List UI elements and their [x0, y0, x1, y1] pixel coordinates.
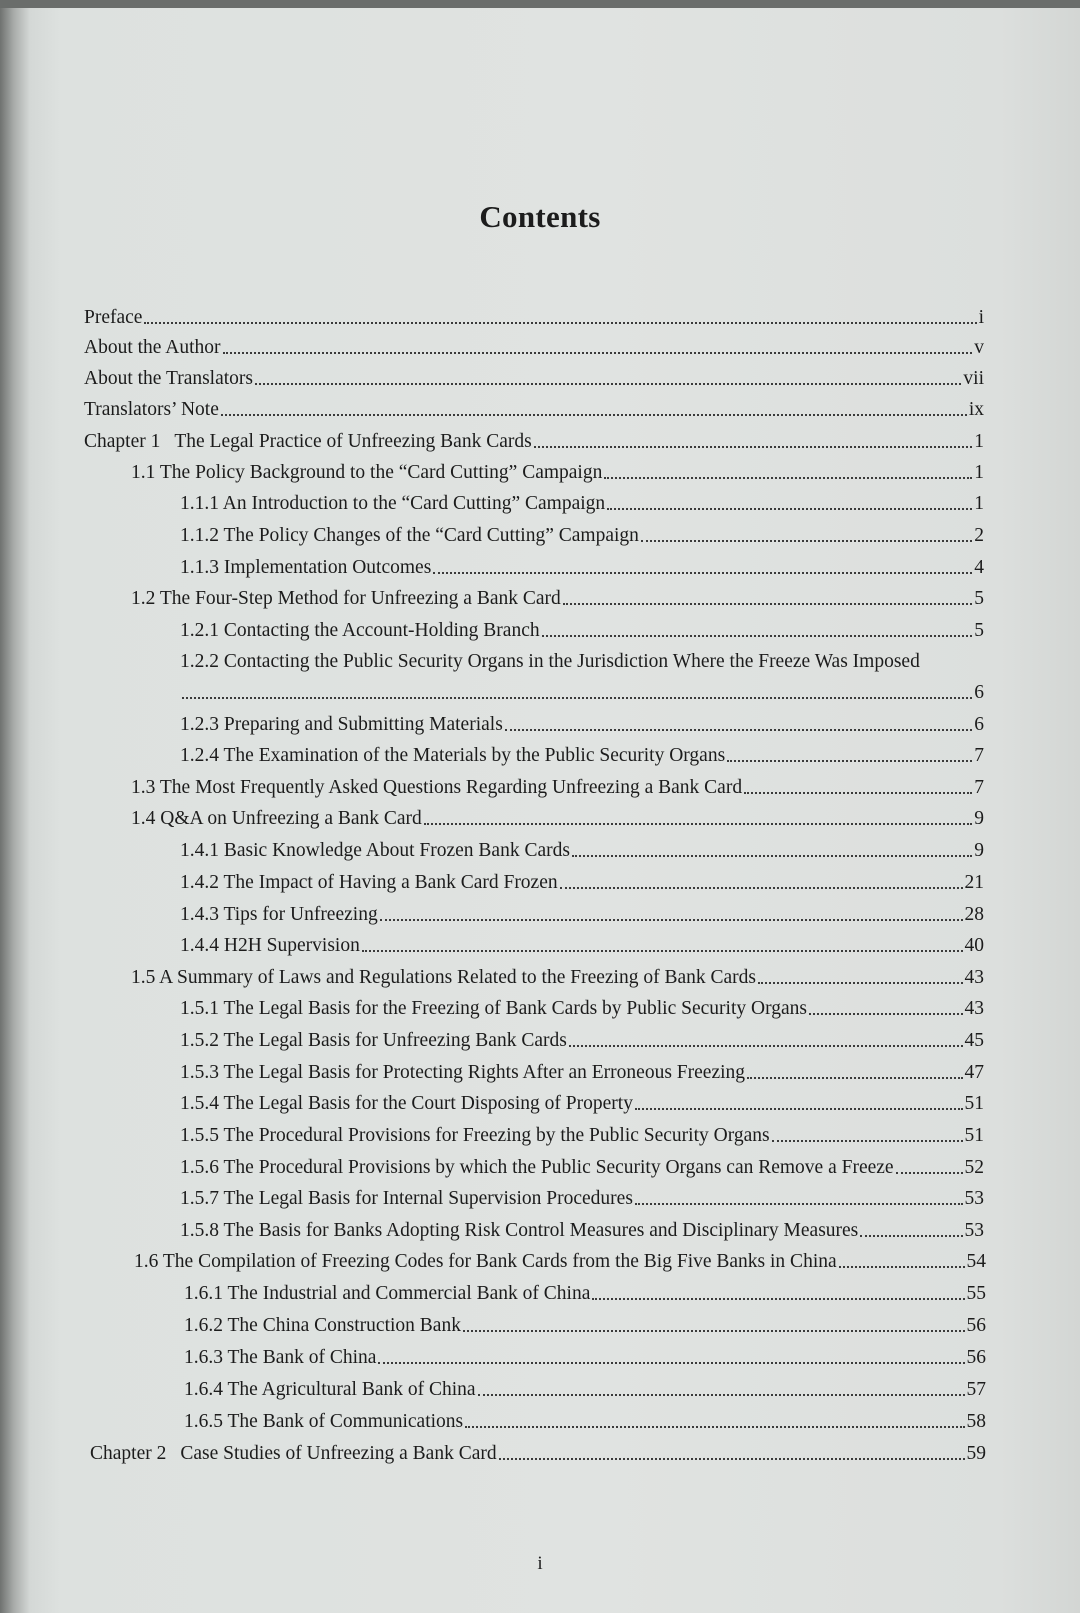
- toc-entry-line2: [180, 673, 984, 705]
- toc-page-number: 4: [974, 557, 984, 578]
- toc-page-number: ix: [968, 399, 984, 420]
- toc-entry-title: 1.6.4 The Agricultural Bank of China: [184, 1379, 476, 1400]
- toc-page-number: 56: [966, 1315, 986, 1336]
- toc-entry: [184, 1306, 986, 1338]
- dot-leader: [478, 1393, 965, 1396]
- toc-entry: [84, 328, 984, 360]
- toc-entry: [180, 895, 984, 927]
- toc-entry-title: 1.6.1 The Industrial and Commercial Bank of China: [184, 1283, 591, 1304]
- toc-page-number: v: [974, 337, 984, 358]
- toc-page-number: 40: [964, 935, 984, 956]
- toc-page-number: 21: [964, 872, 984, 893]
- dot-leader: [424, 822, 972, 825]
- dot-leader: [772, 1139, 963, 1142]
- toc-entry-line1: [180, 642, 984, 674]
- dot-leader: [839, 1265, 965, 1268]
- toc-entry: [180, 548, 984, 580]
- toc-page-number: 7: [974, 777, 984, 798]
- toc-page-number: 9: [974, 808, 984, 829]
- dot-leader: [463, 1329, 965, 1332]
- toc-entry-title: Case Studies of Unfreezing a Bank Card: [180, 1443, 497, 1464]
- dot-leader: [255, 382, 961, 385]
- dot-leader: [572, 854, 972, 857]
- dot-leader: [221, 413, 967, 416]
- dot-leader: [144, 321, 976, 324]
- toc-page-number: 1: [974, 431, 984, 452]
- toc-page-number: 5: [974, 588, 984, 609]
- toc-entry: [180, 1211, 984, 1243]
- toc-entry-title: 1.5.5 The Procedural Provisions for Freezing by the Public Security Organs: [180, 1125, 770, 1146]
- toc-page-number: 6: [974, 714, 984, 735]
- toc-page-number: i: [978, 307, 984, 328]
- toc-entry-title: 1.4.1 Basic Knowledge About Frozen Bank Cards: [180, 840, 570, 861]
- dot-leader: [569, 1044, 963, 1047]
- toc-entry-title: Translators’ Note: [84, 399, 219, 420]
- dot-leader: [860, 1234, 962, 1237]
- toc-entry-title: 1.4.4 H2H Supervision: [180, 935, 360, 956]
- toc-entry-title: 1.5.1 The Legal Basis for the Freezing of Bank Cards by Public Security Organs: [180, 998, 807, 1019]
- dot-leader: [604, 476, 972, 479]
- toc-entry-title: 1.5.6 The Procedural Provisions by which the Public Security Organs can Remove a Freeze: [180, 1157, 894, 1178]
- toc-entry-title: 1.4 Q&A on Unfreezing a Bank Card: [131, 808, 422, 829]
- toc-entry: [134, 1242, 986, 1274]
- toc-page-number: 53: [964, 1220, 984, 1241]
- toc-page-number: 28: [964, 904, 984, 925]
- dot-leader: [505, 728, 972, 731]
- toc-entry-title: 1.5 A Summary of Laws and Regulations Related to the Freezing of Bank Cards: [131, 967, 756, 988]
- dot-leader: [362, 949, 963, 952]
- toc-page-number: vii: [963, 368, 984, 389]
- toc-page-number: 47: [964, 1062, 984, 1083]
- toc-page-number: 59: [966, 1443, 986, 1464]
- toc-page-number: 58: [966, 1411, 986, 1432]
- dot-leader: [534, 445, 973, 448]
- toc-entry-title: 1.4.2 The Impact of Having a Bank Card Frozen: [180, 872, 558, 893]
- toc-page-number: 56: [966, 1347, 986, 1368]
- toc-page-number: 43: [964, 998, 984, 1019]
- dot-leader: [744, 791, 972, 794]
- toc-entry-title: 1.5.8 The Basis for Banks Adopting Risk Control Measures and Disciplinary Measures: [180, 1220, 859, 1241]
- dot-leader: [542, 634, 973, 637]
- dot-leader: [433, 571, 972, 574]
- toc-entry-title: 1.2 The Four-Step Method for Unfreezing a Bank Card: [131, 588, 561, 609]
- dot-leader: [809, 1012, 963, 1015]
- toc-chapter-entry: [84, 422, 984, 454]
- dot-leader: [727, 759, 972, 762]
- toc-entry: [180, 926, 984, 958]
- toc-entry: [180, 989, 984, 1021]
- toc-page-number: 55: [966, 1283, 986, 1304]
- dot-leader: [378, 1361, 964, 1364]
- toc-entry: [180, 1084, 984, 1116]
- dot-leader: [465, 1425, 964, 1428]
- toc-page-number: 54: [966, 1251, 986, 1272]
- toc-entry: [131, 453, 984, 485]
- toc-page-number: 1: [974, 462, 984, 483]
- page-folio: i: [537, 1553, 543, 1574]
- toc-entry: [180, 516, 984, 548]
- toc-entry: [131, 799, 984, 831]
- toc-entry: [84, 298, 984, 330]
- dot-leader: [499, 1457, 965, 1460]
- toc-entry-title: Preface: [84, 307, 143, 328]
- dot-leader: [182, 696, 972, 699]
- toc-entry-title: 1.5.2 The Legal Basis for Unfreezing Bank Cards: [180, 1030, 567, 1051]
- dot-leader: [896, 1171, 963, 1174]
- toc-entry: [180, 831, 984, 863]
- toc-page-number: 51: [964, 1125, 984, 1146]
- toc-page-number: 2: [974, 525, 984, 546]
- dot-leader: [635, 1107, 963, 1110]
- dot-leader: [607, 507, 972, 510]
- toc-page-number: 52: [964, 1157, 984, 1178]
- dot-leader: [747, 1076, 962, 1079]
- toc-entry: [180, 1053, 984, 1085]
- toc-page-number: 7: [974, 745, 984, 766]
- toc-page-number: 1: [974, 493, 984, 514]
- toc-entry: [84, 359, 984, 391]
- toc-entry-title: The Legal Practice of Unfreezing Bank Cards: [174, 431, 532, 452]
- toc-entry-title: 1.3 The Most Frequently Asked Questions Regarding Unfreezing a Bank Card: [131, 777, 743, 798]
- toc-entry-title: 1.2.1 Contacting the Account-Holding Branch: [180, 620, 540, 641]
- toc-page-number: 53: [964, 1188, 984, 1209]
- toc-entry: [184, 1402, 986, 1434]
- toc-page-number: 43: [964, 967, 984, 988]
- toc-entry-title: 1.1.2 The Policy Changes of the “Card Cutting” Campaign: [180, 525, 639, 546]
- dot-leader: [592, 1297, 964, 1300]
- dot-leader: [560, 886, 963, 889]
- dot-leader: [635, 1202, 963, 1205]
- toc-page-number: 51: [964, 1093, 984, 1114]
- toc-entry: [180, 1021, 984, 1053]
- toc-entry-title: 1.4.3 Tips for Unfreezing: [180, 904, 378, 925]
- toc-entry: [184, 1274, 986, 1306]
- toc-entry-title: 1.5.3 The Legal Basis for Protecting Rights After an Erroneous Freezing: [180, 1062, 746, 1083]
- toc-entry-title: 1.6.3 The Bank of China: [184, 1347, 377, 1368]
- dot-leader: [758, 981, 963, 984]
- dot-leader: [380, 918, 963, 921]
- toc-entry-title: 1.6.5 The Bank of Communications: [184, 1411, 464, 1432]
- dot-leader: [641, 539, 972, 542]
- toc-entry: [184, 1370, 986, 1402]
- toc-entry-title: 1.2.4 The Examination of the Materials by the Public Security Organs: [180, 745, 726, 766]
- toc-entry-title: 1.1 The Policy Background to the “Card Cutting” Campaign: [131, 462, 603, 483]
- toc-entry-title: About the Author: [84, 337, 221, 358]
- toc-entry: [131, 958, 984, 990]
- toc-entry: [180, 1148, 984, 1180]
- toc-entry: [180, 736, 984, 768]
- chapter-number: Chapter 1: [84, 431, 161, 452]
- toc-entry: [180, 611, 984, 643]
- toc-page-number: 5: [974, 620, 984, 641]
- page-title: Contents: [479, 198, 601, 234]
- toc-entry-title: 1.6 The Compilation of Freezing Codes for Bank Cards from the Big Five Banks in China: [134, 1251, 837, 1272]
- toc-chapter-entry: [90, 1434, 986, 1466]
- toc-entry: [180, 1116, 984, 1148]
- chapter-number: Chapter 2: [90, 1443, 167, 1464]
- toc-entry: [180, 705, 984, 737]
- toc-page-number: 57: [966, 1379, 986, 1400]
- dot-leader: [223, 351, 973, 354]
- toc-entry: [180, 863, 984, 895]
- toc-page-number: 6: [974, 682, 984, 703]
- toc-entry: [131, 768, 984, 800]
- toc-entry-title: 1.2.3 Preparing and Submitting Materials: [180, 714, 503, 735]
- toc-entry: [184, 1338, 986, 1370]
- toc-entry: [180, 1179, 984, 1211]
- toc-entry-title: 1.1.1 An Introduction to the “Card Cutting” Campaign: [180, 493, 606, 514]
- toc-page-number: 45: [964, 1030, 984, 1051]
- toc-entry: [180, 484, 984, 516]
- toc-entry-title: 1.1.3 Implementation Outcomes: [180, 557, 432, 578]
- toc-entry: [131, 579, 984, 611]
- toc-entry-title: 1.5.4 The Legal Basis for the Court Disposing of Property: [180, 1093, 633, 1114]
- toc-entry-title: About the Translators: [84, 368, 254, 389]
- toc-page-number: 9: [974, 840, 984, 861]
- toc-entry-title: 1.2.2 Contacting the Public Security Organs in the Jurisdiction Where the Freeze Was Imposed: [180, 651, 920, 672]
- toc-entry-title: 1.6.2 The China Construction Bank: [184, 1315, 461, 1336]
- dot-leader: [563, 602, 972, 605]
- toc-entry: [84, 390, 984, 422]
- toc-entry-title: 1.5.7 The Legal Basis for Internal Supervision Procedures: [180, 1188, 633, 1209]
- page-top-shadow: [0, 0, 1080, 8]
